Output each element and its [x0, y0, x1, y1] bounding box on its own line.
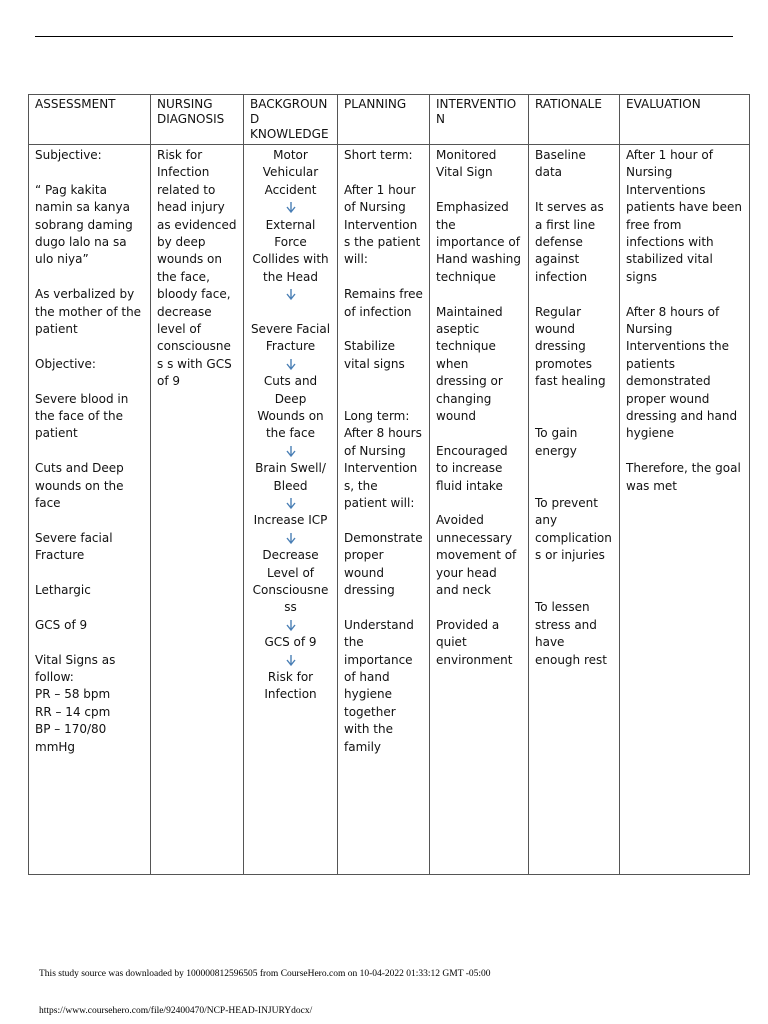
short-term-goal: Remains free of infection	[344, 287, 423, 319]
header-nursing-diagnosis: NURSING DIAGNOSIS	[151, 95, 244, 145]
header-row	[29, 95, 750, 145]
flow-step: GCS of 9	[264, 635, 317, 650]
flow-step: Increase ICP	[253, 513, 328, 528]
spacer	[535, 582, 613, 599]
spacer	[250, 304, 331, 321]
intervention-item: Avoided unnecessary movement of your head and neck	[436, 513, 517, 598]
down-arrow-icon	[250, 356, 331, 373]
flow-step: Decrease Level of Consciousness	[252, 548, 329, 615]
long-term-label: Long term:	[344, 409, 410, 424]
evaluation-item: Therefore, the goal was met	[626, 461, 741, 493]
flow-step: Brain Swell/ Bleed	[255, 461, 326, 493]
spacer	[535, 408, 613, 425]
down-arrow-icon	[250, 617, 331, 634]
source-url[interactable]: https://www.coursehero.com/file/92400470/NCP-HEAD-INJURYdocx/	[39, 1006, 313, 1016]
background-cell	[244, 145, 338, 875]
vital-bp: BP – 170/80 mmHg	[35, 722, 107, 754]
objective-item: Cuts and Deep wounds on the face	[35, 461, 124, 511]
header-background-knowledge: BACKGROUND KNOWLEDGE	[244, 95, 338, 145]
long-term-goal: Demonstrate proper wound dressing	[344, 530, 423, 598]
intervention-cell	[430, 145, 529, 875]
long-term-intro: After 8 hours of Nursing Interventions, the patient will:	[344, 426, 422, 511]
rationale-item: To gain energy	[535, 426, 578, 458]
objective-item: GCS of 9	[35, 617, 88, 632]
diagnosis-cell	[151, 145, 244, 875]
down-arrow-icon	[250, 286, 331, 303]
header-rationale: RATIONALE	[529, 95, 620, 145]
short-term-intro: After 1 hour of Nursing Interventions the patient will:	[344, 182, 421, 267]
header-planning: PLANNING	[338, 95, 430, 145]
subjective-quote: “ Pag kakita namin sa kanya sobrang daming dugo lalo na sa ulo niya”	[35, 182, 133, 267]
intervention-item: Emphasized the importance of Hand washing technique	[436, 200, 521, 284]
short-term-label: Short term:	[344, 148, 413, 162]
intervention-item: Encouraged to increase fluid intake	[436, 443, 508, 493]
rationale-item: To lessen stress and have enough rest	[535, 600, 607, 667]
intervention-item: Monitored Vital Sign	[436, 148, 497, 180]
evaluation-item: After 1 hour of Nursing Interventions patients have been free from infections with stabilized vital signs	[626, 148, 743, 284]
intervention-item: Maintained aseptic technique when dressing or changing wound	[436, 304, 503, 424]
objective-item: Lethargic	[35, 583, 91, 598]
rationale-item: Baseline data	[535, 148, 586, 180]
flow-step: External Force Collides with the Head	[252, 217, 329, 284]
short-term-goal: Stabilize vital signs	[344, 339, 405, 371]
flow-step: Severe Facial Fracture	[250, 322, 331, 354]
spacer	[344, 391, 423, 408]
nursing-diagnosis-text: Risk for Infection related to head injury as evidenced by deep wounds on the face, bloody face, decrease level of consciousnes s with GCS of 9	[157, 148, 237, 389]
flow-step: Cuts and Deep Wounds on the face	[257, 374, 324, 441]
subjective-label: Subjective:	[35, 148, 102, 162]
down-arrow-icon	[250, 443, 331, 460]
flow-step: Motor Vehicular Accident	[262, 148, 319, 197]
planning-cell	[338, 145, 430, 875]
objective-label: Objective:	[35, 356, 96, 371]
evaluation-cell	[620, 145, 750, 875]
ncp-table	[28, 94, 750, 875]
vitals-label: Vital Signs as follow:	[35, 652, 116, 685]
down-arrow-icon	[250, 530, 331, 547]
objective-item: Severe blood in the face of the patient	[35, 391, 129, 441]
rationale-item: It serves as a first line defense against infection	[535, 200, 604, 284]
spacer	[535, 478, 613, 495]
assessment-cell	[29, 145, 151, 875]
evaluation-item: After 8 hours of Nursing Interventions the patients demonstrated proper wound dressing and hand hygiene	[626, 304, 738, 441]
flow-step: Risk for Infection	[264, 670, 317, 702]
objective-item: Severe facial Fracture	[35, 530, 113, 563]
header-assessment: ASSESSMENT	[29, 95, 151, 145]
vital-rr: RR – 14 cpm	[35, 704, 111, 719]
rationale-item: Regular wound dressing promotes fast healing	[535, 304, 606, 389]
intervention-item: Provided a quiet environment	[436, 617, 513, 667]
down-arrow-icon	[250, 199, 331, 216]
long-term-goal: Understand the importance of hand hygiene together with the family	[344, 617, 414, 754]
vital-pr: PR – 58 bpm	[35, 687, 111, 702]
content-row	[29, 145, 750, 875]
download-note: This study source was downloaded by 100000812596505 from CourseHero.com on 10-04-2022 01:33:12 GMT -05:00	[39, 969, 491, 979]
rationale-cell	[529, 145, 620, 875]
rationale-item: To prevent any complications or injuries	[535, 496, 612, 563]
verbalized-note: As verbalized by the mother of the patient	[35, 287, 142, 337]
header-evaluation: EVALUATION	[620, 95, 750, 145]
top-rule	[35, 36, 733, 37]
down-arrow-icon	[250, 495, 331, 512]
header-intervention: INTERVENTIO N	[430, 95, 529, 145]
down-arrow-icon	[250, 652, 331, 669]
